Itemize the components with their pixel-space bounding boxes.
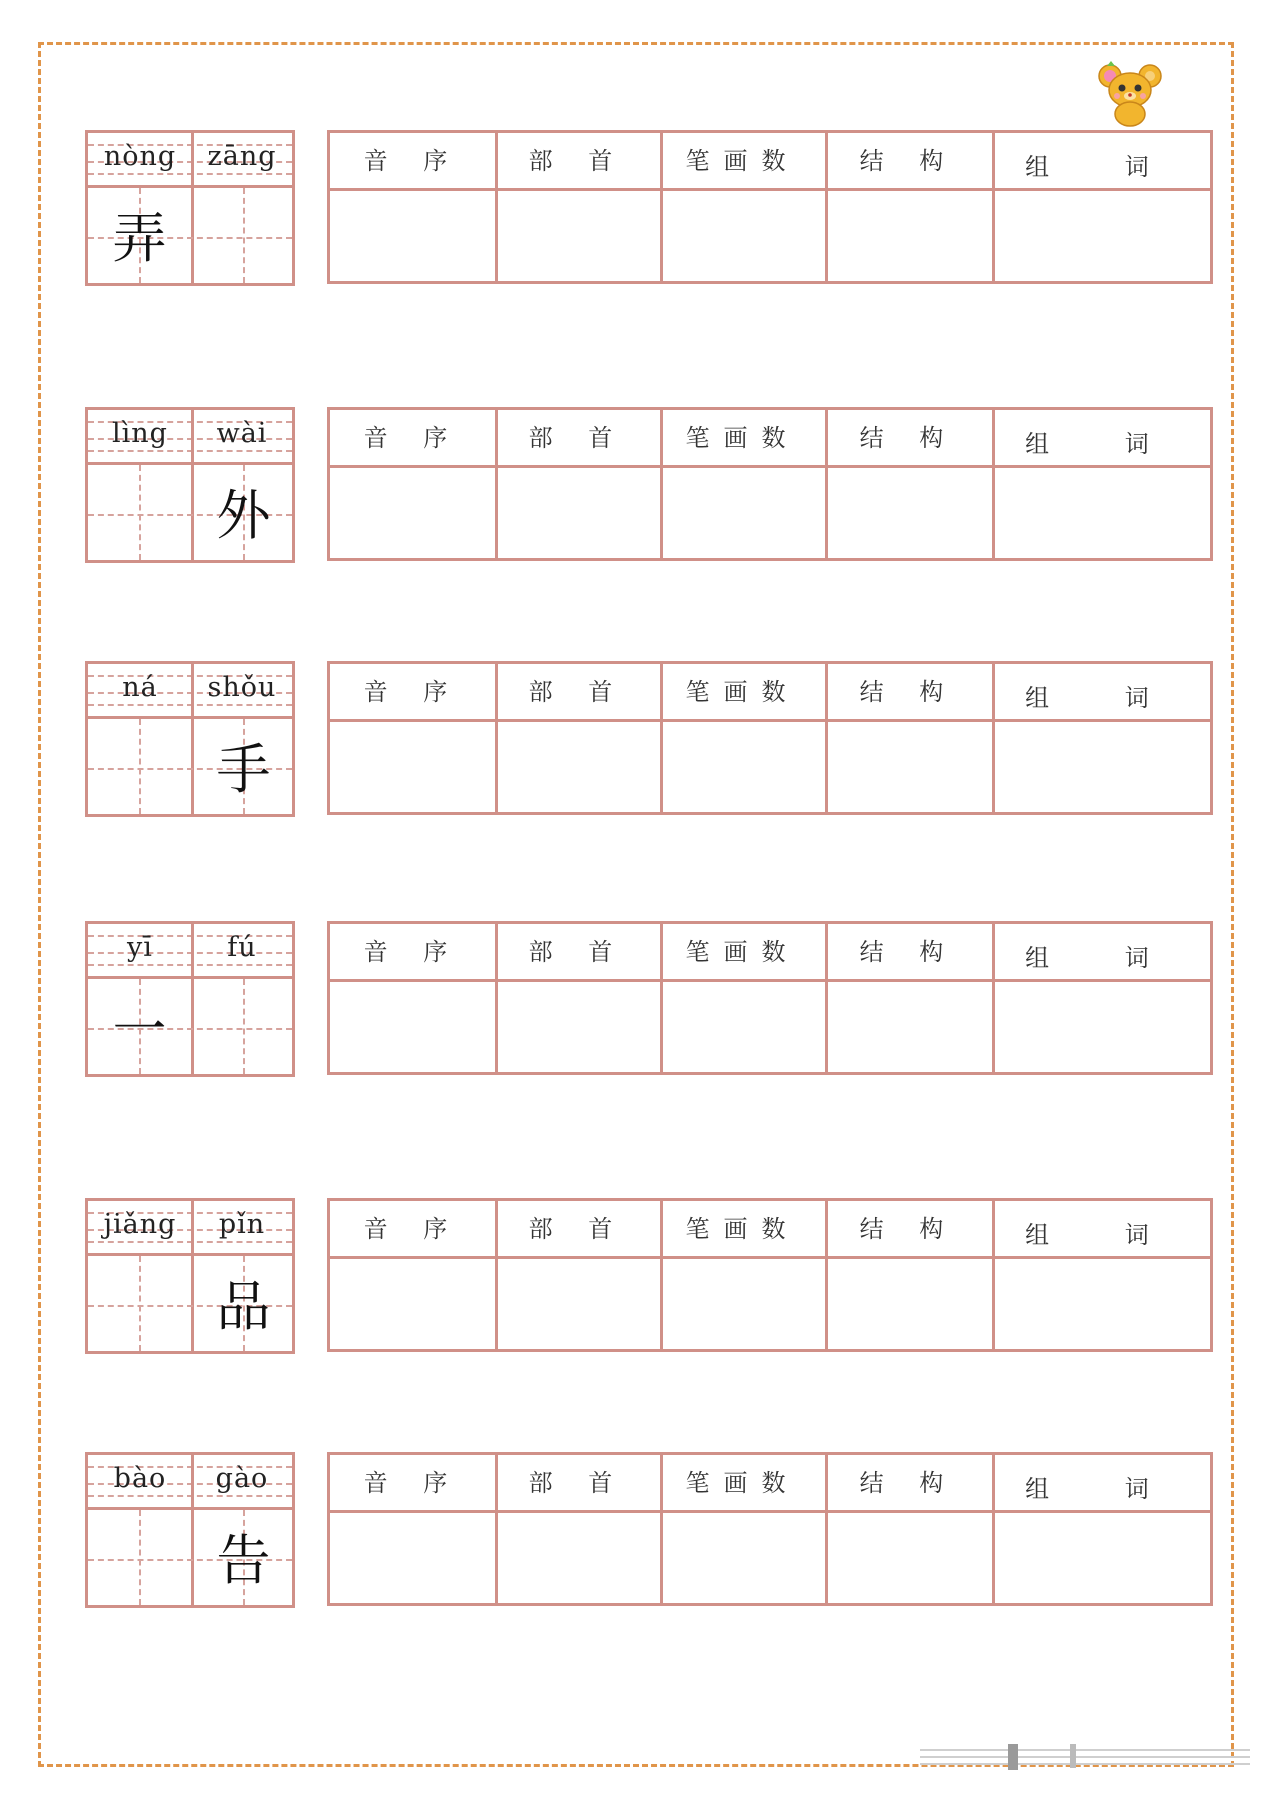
analysis-table (327, 921, 1213, 1075)
header-bushou: 部 首 (528, 147, 627, 175)
pinyin-2: gào (215, 1463, 269, 1494)
header-jiegou: 结 构 (859, 424, 958, 452)
header-zuci: 组 词 (1025, 944, 1183, 972)
answer-cell-bihuashu[interactable] (660, 982, 825, 1072)
tianzige-box (85, 130, 295, 286)
header-yinxu: 音 序 (363, 1215, 462, 1243)
pinyin-2: zāng (207, 141, 277, 172)
answer-cell-yinxu[interactable] (330, 468, 495, 558)
header-bihuashu: 笔画数 (685, 1469, 800, 1497)
answer-cell-zuci[interactable] (992, 1259, 1216, 1349)
header-jiegou: 结 构 (859, 147, 958, 175)
answer-cell-zuci[interactable] (992, 191, 1216, 281)
answer-cell-jiegou[interactable] (825, 722, 992, 812)
tianzige-box (85, 661, 295, 817)
header-yinxu: 音 序 (363, 147, 462, 175)
header-yinxu: 音 序 (363, 424, 462, 452)
tianzige-box (85, 1198, 295, 1354)
header-yinxu: 音 序 (363, 1469, 462, 1497)
answer-cell-zuci[interactable] (992, 722, 1216, 812)
pinyin-1: ná (122, 672, 158, 703)
answer-cell-zuci[interactable] (992, 468, 1216, 558)
analysis-table (327, 661, 1213, 815)
pinyin-2: wài (216, 418, 268, 449)
answer-cell-bihuashu[interactable] (660, 1259, 825, 1349)
answer-cell-jiegou[interactable] (825, 1513, 992, 1603)
answer-cell-bihuashu[interactable] (660, 1513, 825, 1603)
answer-cell-yinxu[interactable] (330, 722, 495, 812)
header-jiegou: 结 构 (859, 1215, 958, 1243)
hanzi-character: 品 (216, 1275, 271, 1338)
tianzige-box (85, 1452, 295, 1608)
header-bushou: 部 首 (528, 1469, 627, 1497)
character-row (0, 1452, 1280, 1612)
answer-cell-jiegou[interactable] (825, 468, 992, 558)
pinyin-2: fú (227, 932, 257, 963)
header-bihuashu: 笔画数 (685, 147, 800, 175)
header-zuci: 组 词 (1025, 153, 1183, 181)
header-zuci: 组 词 (1025, 1475, 1183, 1503)
header-jiegou: 结 构 (859, 678, 958, 706)
answer-cell-jiegou[interactable] (825, 1259, 992, 1349)
answer-cell-bihuashu[interactable] (660, 191, 825, 281)
answer-cell-bushou[interactable] (495, 1259, 660, 1349)
analysis-table (327, 1452, 1213, 1606)
analysis-table (327, 407, 1213, 561)
answer-cell-bihuashu[interactable] (660, 468, 825, 558)
scroll-widget (920, 1742, 1250, 1772)
hanzi-character: 告 (216, 1529, 271, 1592)
pinyin-1: jiǎng (103, 1209, 177, 1240)
tianzige-box (85, 921, 295, 1077)
character-row (0, 407, 1280, 567)
hanzi-character: 一 (112, 998, 167, 1061)
answer-cell-yinxu[interactable] (330, 982, 495, 1072)
answer-cell-bushou[interactable] (495, 982, 660, 1072)
answer-cell-bihuashu[interactable] (660, 722, 825, 812)
answer-cell-bushou[interactable] (495, 191, 660, 281)
hanzi-character: 外 (216, 484, 271, 547)
answer-cell-yinxu[interactable] (330, 191, 495, 281)
hanzi-character: 弄 (112, 207, 167, 270)
header-zuci: 组 词 (1025, 1221, 1183, 1249)
pinyin-1: nòng (103, 141, 177, 172)
header-bihuashu: 笔画数 (685, 424, 800, 452)
character-row (0, 1198, 1280, 1358)
header-bushou: 部 首 (528, 424, 627, 452)
pinyin-2: pǐn (218, 1209, 266, 1240)
header-bihuashu: 笔画数 (685, 938, 800, 966)
analysis-table (327, 130, 1213, 284)
tianzige-box (85, 407, 295, 563)
answer-cell-yinxu[interactable] (330, 1259, 495, 1349)
header-jiegou: 结 构 (859, 938, 958, 966)
character-row (0, 661, 1280, 821)
answer-cell-jiegou[interactable] (825, 982, 992, 1072)
bear-icon (1095, 58, 1165, 128)
analysis-table (327, 1198, 1213, 1352)
header-bushou: 部 首 (528, 678, 627, 706)
header-zuci: 组 词 (1025, 684, 1183, 712)
character-row (0, 130, 1280, 290)
header-bihuashu: 笔画数 (685, 1215, 800, 1243)
pinyin-1: yī (127, 932, 153, 963)
answer-cell-yinxu[interactable] (330, 1513, 495, 1603)
answer-cell-bushou[interactable] (495, 1513, 660, 1603)
answer-cell-bushou[interactable] (495, 722, 660, 812)
pinyin-1: bào (113, 1463, 167, 1494)
header-bushou: 部 首 (528, 1215, 627, 1243)
pinyin-2: shǒu (207, 672, 277, 703)
header-yinxu: 音 序 (363, 938, 462, 966)
hanzi-character: 手 (216, 738, 271, 801)
answer-cell-bushou[interactable] (495, 468, 660, 558)
answer-cell-jiegou[interactable] (825, 191, 992, 281)
header-yinxu: 音 序 (363, 678, 462, 706)
answer-cell-zuci[interactable] (992, 982, 1216, 1072)
header-bushou: 部 首 (528, 938, 627, 966)
character-row (0, 921, 1280, 1081)
answer-cell-zuci[interactable] (992, 1513, 1216, 1603)
header-zuci: 组 词 (1025, 430, 1183, 458)
header-jiegou: 结 构 (859, 1469, 958, 1497)
header-bihuashu: 笔画数 (685, 678, 800, 706)
pinyin-1: lìng (112, 418, 168, 449)
